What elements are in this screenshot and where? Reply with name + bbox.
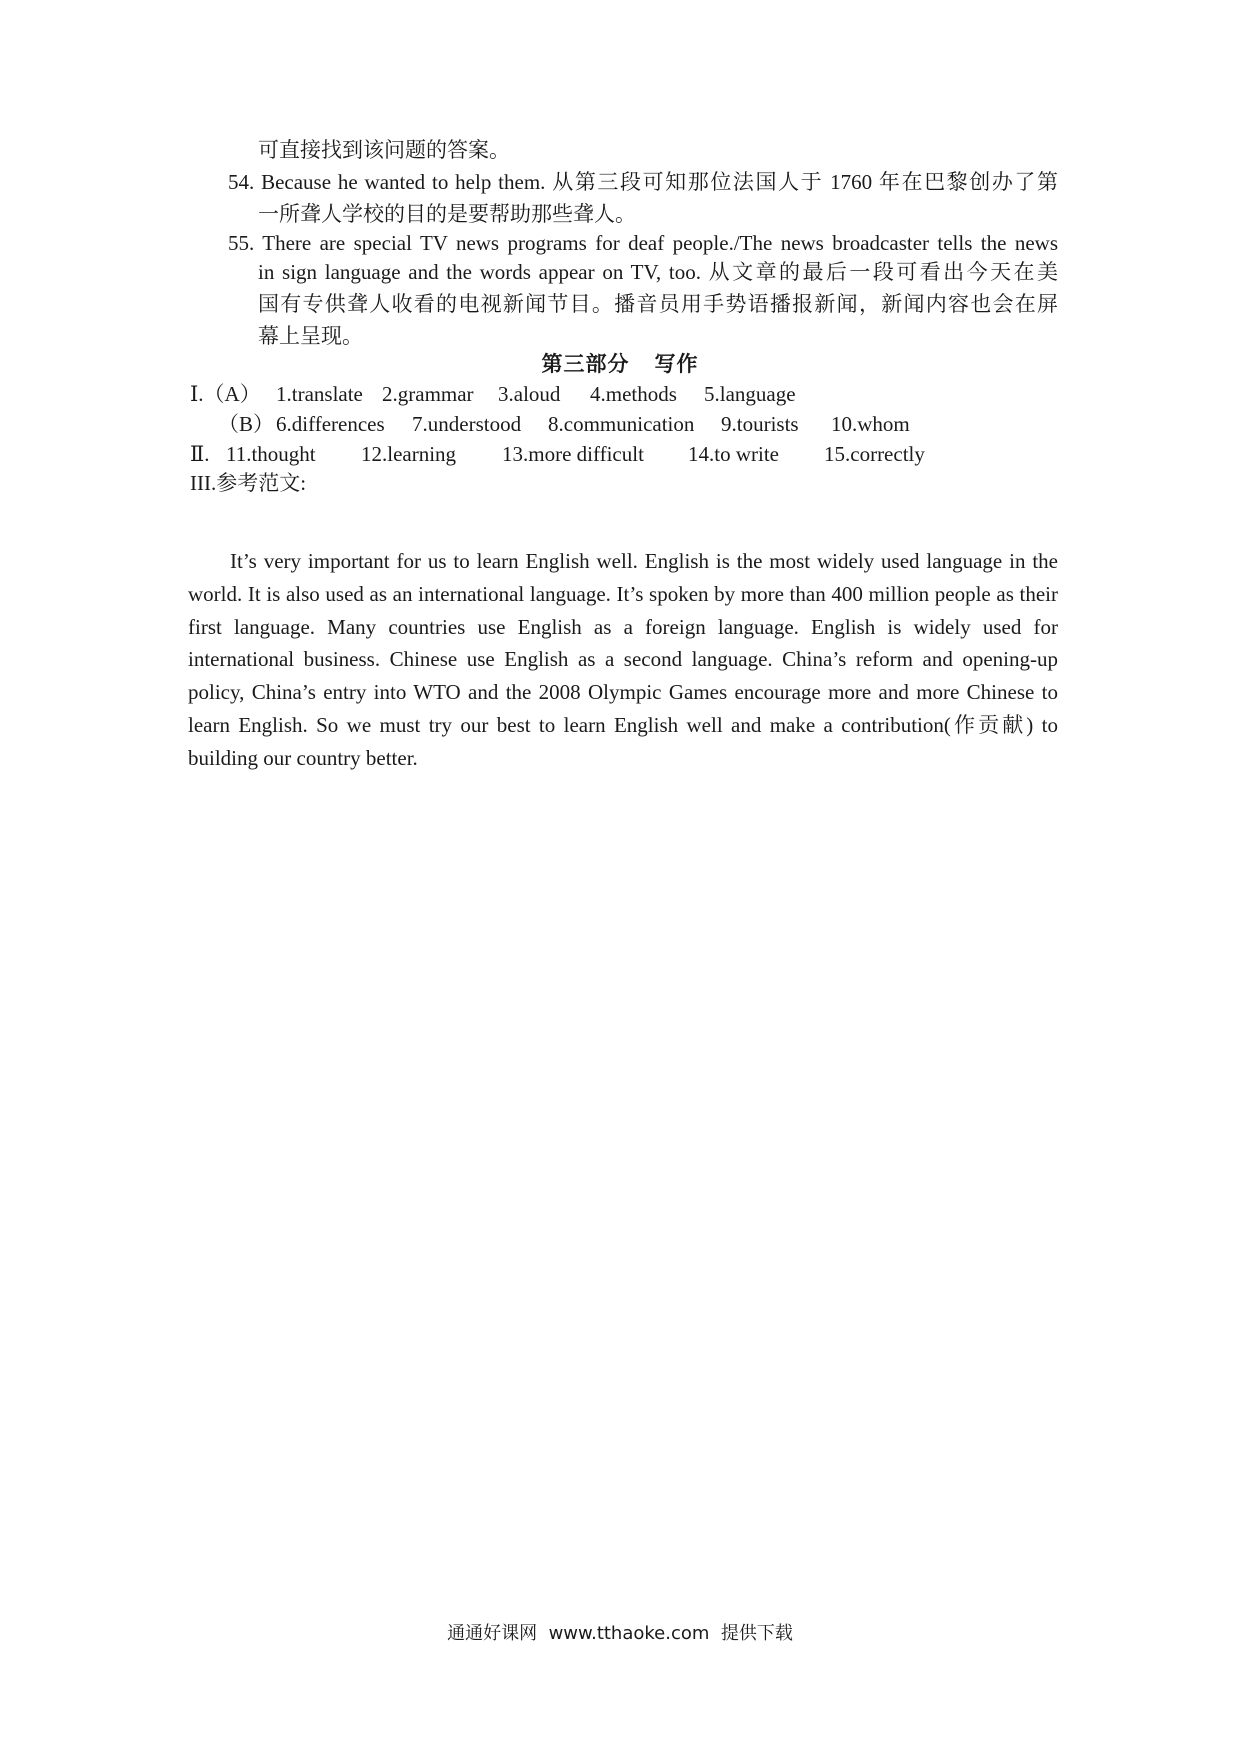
part-1b-label: （B） [218,412,275,436]
answer-item: 6.differences [276,412,385,436]
part-1a-label: Ⅰ.（A） [190,382,261,406]
answer-item: 11.thought [226,442,316,466]
answer-54-line-1: 54. Because he wanted to help them. 从第三段可知那位法国人于 1760 年在巴黎创办了第 [228,170,1058,194]
answer-item: 4.methods [590,382,677,406]
answer-55-line-3: 国有专供聋人收看的电视新闻节目。播音员用手势语播报新闻，新闻内容也会在屏 [258,292,1058,316]
page-footer: 通通好课网 www.tthaoke.com 提供下载 [447,1623,793,1644]
answer-55-line-1: 55. There are special TV news programs for deaf people./The news broadcaster tells the news [228,231,1058,255]
part-2-answers [190,438,925,471]
answer-item: 8.communication [548,412,695,436]
answer-53-continuation: 可直接找到该问题的答案。 [258,138,510,162]
answer-item: 9.tourists [721,412,799,436]
answer-item: 12.learning [361,442,457,466]
section-title-writing: 第三部分 写作 [541,352,699,376]
answer-item: 15.correctly [824,442,925,466]
essay-paragraph: It’s very important for us to learn English well. English is the most widely used language in the world. It is also used as an international language. It’s spoken by more than 400 million people as their first language. Many countries use English as a foreign language. English is widely used for international business. Chinese use English as a second language. China’s reform and opening-up policy, China’s entry into WTO and the 2008 Olympic Games encourage more and more Chinese to learn English. So we must try our best to learn English well and make a contribution(作贡献) to building our country better. [188,549,1058,770]
part-1a-answers [190,378,796,411]
answer-item: 10.whom [831,412,910,436]
answer-item: 14.to write [688,442,779,466]
part-2-label: Ⅱ. [190,442,210,466]
answer-item: 3.aloud [498,382,561,406]
answer-54-line-2: 一所聋人学校的目的是要帮助那些聋人。 [258,202,636,226]
answer-55-line-2: in sign language and the words appear on TV, too. 从文章的最后一段可看出今天在美 [258,260,1058,284]
part-1b-answers [218,408,910,441]
answer-item: 7.understood [412,412,522,436]
answer-55-line-4: 幕上呈现。 [258,324,363,348]
answer-item: 1.translate [276,382,363,406]
answer-item: 5.language [704,382,796,406]
answer-item: 2.grammar [382,382,474,406]
sample-essay [188,545,1058,775]
part-3-label: III.参考范文: [190,471,307,495]
answer-item: 13.more difficult [502,442,644,466]
